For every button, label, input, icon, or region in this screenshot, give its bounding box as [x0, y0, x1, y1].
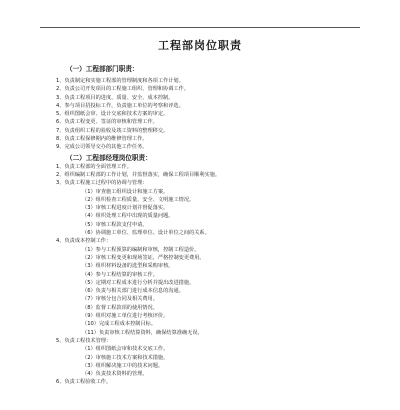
- sub-list-item: （3）审核工程进度计划并督促落实。: [82, 205, 169, 212]
- sub-list-item: （3）组织材料设备的选型和采购审核。: [82, 263, 174, 270]
- sub-list-item: （6）协调施工单位、监理单位、设计单位之间的关系。: [82, 230, 210, 237]
- list-item: 8、负责工程保修期内的维修管理工作。: [56, 136, 148, 143]
- sub-list-item: （7）审核分包合同及相关费用。: [82, 296, 158, 303]
- section-list: [56, 77, 376, 152]
- page-title: 工程部岗位职责: [158, 39, 242, 52]
- sub-list-item: （1）审查施工组织设计和施工方案。: [82, 188, 169, 195]
- list-item: 6、负责工程验收工作。: [56, 379, 112, 386]
- sub-list-item: （4）负责技术资料的管理。: [82, 371, 148, 378]
- list-item: 7、负责组织工程的验收及竣工资料的整理移交。: [56, 127, 169, 134]
- sub-list-item: （8）监督工程款项的使用情况。: [82, 304, 158, 311]
- section-heading: （二）工程部经理岗位职责：: [66, 153, 152, 162]
- sub-list-item: （9）组织对施工单位进行考核评价。: [82, 313, 169, 320]
- sub-list-item: （10）完成工程成本控制目标。: [82, 321, 157, 328]
- sub-list-item: （3）组织解决施工中的技术问题。: [82, 362, 164, 369]
- list-item: 5、组织图纸会审、设计交底和技术方案的审定。: [56, 111, 169, 118]
- list-item: 2、负责公司开发项目的工程施工组织、管理和协调工作。: [56, 86, 189, 93]
- list-item: 3、负责工程项目的进度、质量、安全、成本控制。: [56, 94, 174, 101]
- sub-list-item: （1）组织图纸会审和技术交底工作。: [82, 346, 169, 353]
- sub-list-item: （2）审核工程变更和现场签证，严格控制变更费用。: [82, 254, 205, 261]
- sub-list-item: （6）负责与相关部门进行成本信息的沟通。: [82, 288, 184, 295]
- sub-list-item: （5）审核工程款支付申请。: [82, 221, 148, 228]
- section-heading: （一）工程部部门职责：: [66, 65, 139, 73]
- sub-list-item: （11）负责审核工程结算资料，确保结算准确无误。: [82, 329, 203, 336]
- list-item: 1、负责制定和实施工程部的管理制度和各项工作计划。: [56, 78, 184, 84]
- section-list: [56, 163, 376, 387]
- sub-list-item: （1）参与工程预算的编制和审核，控制工程造价。: [82, 246, 200, 253]
- list-item: 2、组织编制工程部的工作计划，并监督落实，确保工程项目顺利实施。: [56, 171, 221, 178]
- list-item: 4、负责成本控制工作：: [56, 238, 112, 245]
- sub-list-item: （5）定期对工程成本进行分析并提出改进措施。: [82, 279, 195, 286]
- list-item: 6、负责工程变更、签证的审核和管理工作。: [56, 119, 158, 126]
- sub-list-item: （4）参与工程结算的审核工作。: [82, 271, 158, 278]
- sub-list-item: （4）组织处理工程中出现的质量问题。: [82, 213, 174, 220]
- document-body: [56, 64, 376, 387]
- header-rule: [40, 27, 360, 28]
- list-item: 9、完成公司领导交办的其他工作任务。: [56, 144, 148, 151]
- list-item: 1、负责工程部的全面管理工作。: [56, 163, 132, 170]
- list-item: 4、参与项目招投标工作，负责施工单位的考察和评选。: [56, 102, 184, 109]
- sub-list-item: （2）组织检查工程质量、安全、文明施工情况。: [82, 196, 195, 203]
- list-item: 5、负责工程技术管理：: [56, 337, 112, 344]
- list-item: 3、负责工程施工过程中的协调与管理：: [56, 180, 148, 187]
- sub-list-item: （2）审核施工技术方案和技术措施。: [82, 354, 169, 361]
